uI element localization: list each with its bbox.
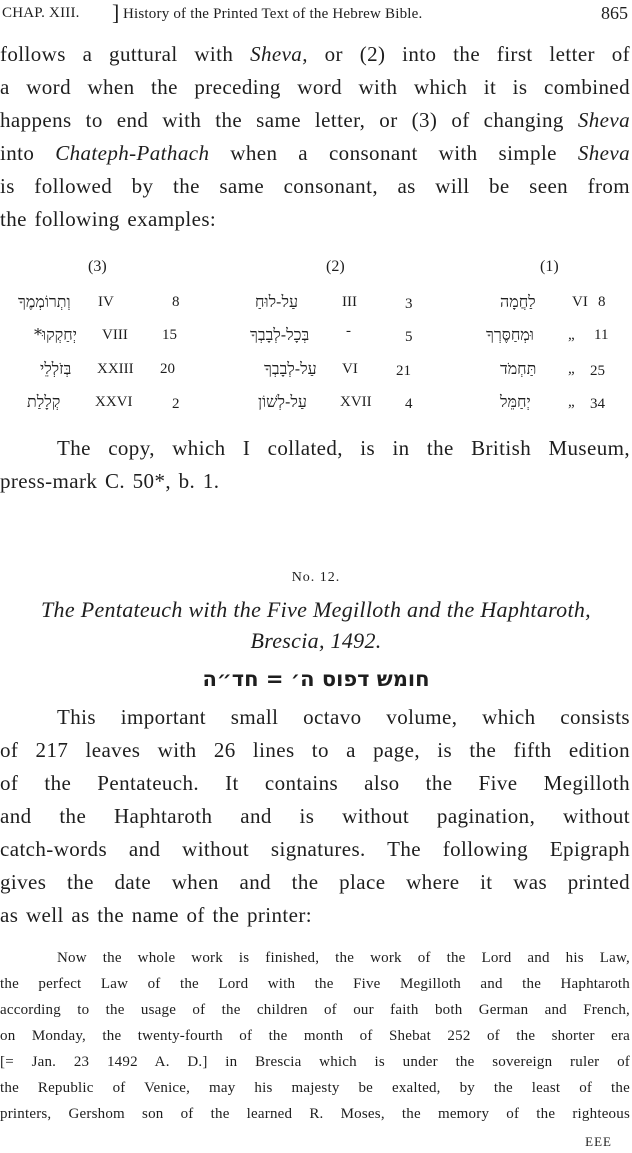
- hebrew-word: לַחֲמָה: [500, 292, 536, 311]
- text-line: the following examples:: [0, 207, 217, 231]
- chapter-ref: IV: [98, 294, 114, 310]
- chapter-ref: XXVI: [95, 394, 133, 410]
- text-line: catch-words and without signatures. The following Epigraph: [0, 837, 630, 861]
- text-line: press-mark C. 50*, b. 1.: [0, 469, 220, 493]
- column-header: (1): [540, 258, 559, 275]
- verse-ref: 15: [162, 327, 177, 343]
- chapter-label: CHAP. XIII.: [2, 5, 80, 21]
- chapter-ref: XVII: [340, 394, 372, 410]
- quote-line: according to the usage of the children of our faith both German and French,: [0, 1002, 630, 1018]
- quote-line: on Monday, the twenty-fourth of the month of Shebat 252 of the shorter era: [0, 1028, 630, 1044]
- text-line: This important small octavo volume, which consists: [57, 705, 630, 729]
- column-header: (2): [326, 258, 345, 275]
- section-subtitle: Brescia, 1492.: [250, 628, 382, 653]
- section-title: The Pentateuch with the Five Megilloth and the Haphtaroth,: [41, 597, 591, 622]
- verse-ref: 5: [405, 329, 413, 345]
- hebrew-word: תַּחְמֹד: [500, 359, 537, 378]
- quote-line: [= Jan. 23 1492 A. D.] in Brescia which is under the sovereign ruler of: [0, 1054, 630, 1070]
- text-line: of the Pentateuch. It contains also the Five Megilloth: [0, 771, 630, 795]
- hebrew-word: וְתְרוֹמְמֶךָ: [18, 292, 71, 311]
- hebrew-word: יְחַקְקוּ*: [34, 325, 77, 344]
- chapter-ref: XXIII: [97, 361, 134, 377]
- hebrew-word: יְחַמֵּל: [500, 392, 531, 411]
- verse-ref: 8: [598, 294, 606, 310]
- text-line: and the Haphtaroth and is without pagination, without: [0, 804, 630, 828]
- chapter-ref: VI: [572, 294, 588, 310]
- hebrew-title: חומש דפוס ה׳ = חד״ה: [202, 667, 430, 691]
- hebrew-word: עַל-לְבָבְךָ: [264, 359, 317, 378]
- text-line: is followed by the same consonant, as will be seen from: [0, 174, 630, 198]
- section-number: No. 12.: [291, 570, 341, 585]
- verse-ref: 4: [405, 396, 413, 412]
- verse-ref: 3: [405, 296, 413, 312]
- verse-ref: 20: [160, 361, 175, 377]
- text-line: gives the date when and the place where it was printed: [0, 870, 630, 894]
- text-line: of 217 leaves with 26 lines to a page, is the fifth edition: [0, 738, 630, 762]
- chapter-ref: „: [568, 394, 575, 410]
- hebrew-word: בְּזֹלְלֵי: [40, 359, 72, 378]
- quote-line: printers, Gershom son of the learned R. Moses, the memory of the righteous: [0, 1106, 630, 1122]
- chapter-ref: VI: [342, 361, 358, 377]
- chapter-ref: „: [568, 361, 575, 377]
- quote-line: the Republic of Venice, may his majesty be exalted, by the least of the: [0, 1080, 630, 1096]
- page-number: 865: [601, 3, 628, 23]
- running-head: [2, 2, 630, 28]
- hebrew-word: עַל-לוּחַ: [255, 292, 298, 311]
- verse-ref: 11: [594, 327, 609, 343]
- chapter-ref: III: [342, 294, 357, 310]
- verse-ref: 34: [590, 396, 605, 412]
- hebrew-word: עַל-לְשׁוֹן: [258, 392, 307, 411]
- verse-ref: 2: [172, 396, 180, 412]
- text-line: as well as the name of the printer:: [0, 903, 312, 927]
- text-line: happens to end with the same letter, or (3) of changing Sheva: [0, 108, 630, 132]
- text-line: follows a guttural with Sheva, or (2) into the first letter of: [0, 42, 631, 66]
- chapter-ref: -: [346, 323, 351, 339]
- column-header: (3): [88, 258, 107, 275]
- hebrew-word: וּמְחַסֶּרְךָ: [486, 325, 534, 344]
- verse-ref: 21: [396, 363, 411, 379]
- verse-ref: 25: [590, 363, 605, 379]
- text-line: into Chateph-Pathach when a consonant with simple Sheva: [0, 141, 630, 165]
- quote-line: the perfect Law of the Lord with the Five Megilloth and the Haphtaroth: [0, 976, 630, 992]
- hebrew-word: בְּכָל-לְבָבְךָ: [250, 325, 310, 344]
- signature-mark: EEE: [585, 1134, 612, 1149]
- chapter-ref: „: [568, 327, 575, 343]
- chapter-ref: VIII: [102, 327, 128, 343]
- text-line: The copy, which I collated, is in the British Museum,: [57, 436, 630, 460]
- chapter-bracket: ]: [112, 0, 120, 25]
- text-line: a word when the preceding word with which it is combined: [0, 75, 630, 99]
- running-title: History of the Printed Text of the Hebrew Bible.: [123, 6, 423, 22]
- hebrew-word: קְלָלַת: [27, 392, 61, 411]
- quote-line: Now the whole work is finished, the work of the Lord and his Law,: [57, 950, 630, 966]
- verse-ref: 8: [172, 294, 180, 310]
